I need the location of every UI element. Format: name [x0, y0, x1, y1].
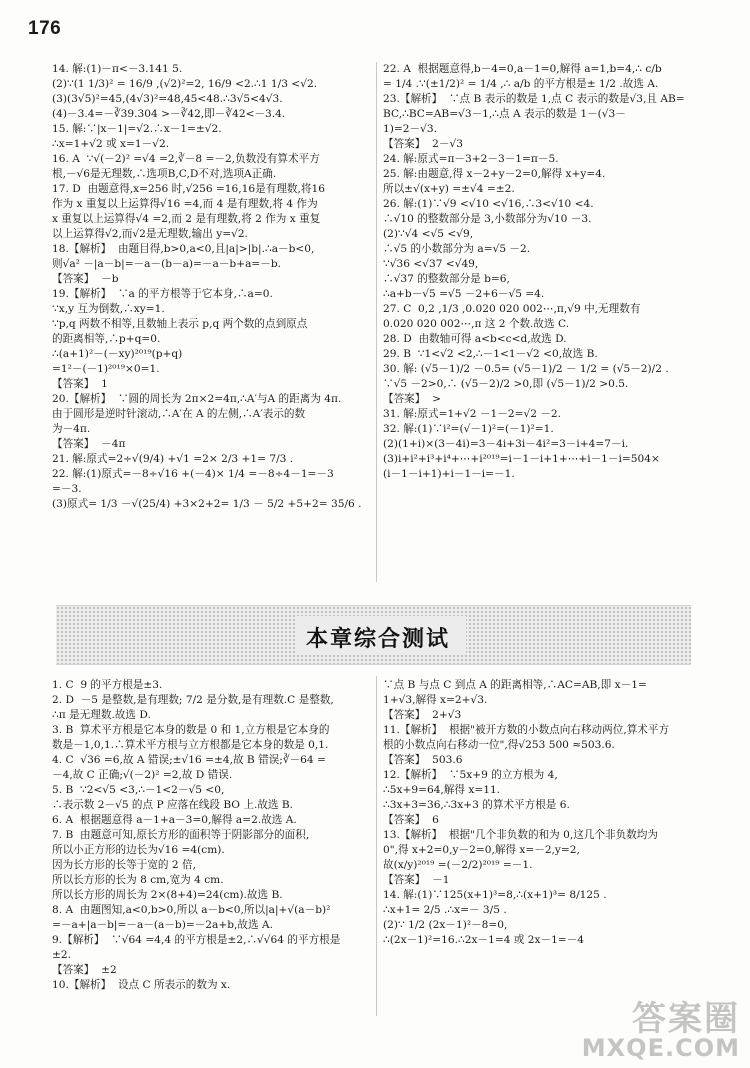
text-line: 27. C 0,2 ,1/3 ,0.020 020 002⋯,π,√9 中,无理数有 [383, 303, 641, 315]
text-line: 所以长方形的周长为 2×(8+4)=24(cm).故选 B. [52, 889, 283, 901]
text-line: ∴(a+1)²－(－xy)²⁰¹⁹(p+q) [52, 348, 183, 360]
text-line: 【答案】 ±2 [52, 964, 117, 976]
text-line: (3)原式= 1/3 －√(25/4) +3×2+2= 1/3 － 5/2 +5+2= 35/6 . [52, 498, 362, 510]
text-line: BC,∴BC=AB=√3－1,∴点 A 表示的数是 1－(√3－ [383, 108, 626, 120]
text-line: 【答案】 －b [52, 273, 119, 285]
text-line: 17. D 由题意得,x=256 时,√256 =16,16是有理数,将16 [52, 183, 325, 195]
text-line: 根,－√6是无理数,∴选项B,C,D不对,选项A正确. [52, 168, 277, 180]
text-line: ±2. [52, 949, 71, 961]
text-line: 则√a² －|a－b|=－a－(b－a)=－a－b+a=－b. [52, 258, 282, 270]
text-line: ∴表示数 2－√5 的点 P 应落在线段 BO 上.故选 B. [52, 799, 294, 811]
text-line: =－3. [52, 483, 82, 495]
text-line: 1+√3,解得 x=2+√3. [383, 694, 488, 706]
text-line: 22. A 根据题意得,b－4=0,a－1=0,解得 a=1,b=4,∴ c/b [383, 63, 662, 75]
text-line: 30. 解: (√5－1)/2 －0.5= (√5－1)/2 － 1/2 = (√5－2)/2 . [383, 363, 669, 375]
text-line: 7. B 由题意可知,原长方形的面积等于阴影部分的面积, [52, 829, 310, 841]
text-line: 22. 解:(1)原式=－8÷√16 +(－4)× 1/4 =－8÷4－1=－3 [52, 468, 334, 480]
text-line: (3)i+i²+i³+i⁴+⋯+i²⁰¹⁹=i－1－i+1+⋯+i－1－i=504× [383, 453, 660, 465]
text-line: 28. D 由数轴可得 a<b<c<d,故选 D. [383, 333, 567, 345]
text-line: 24. 解:原式=π－3+2－3－1=π－5. [383, 153, 559, 165]
text-line: 20.【解析】 ∵圆的周长为 2π×2=4π,∴A′与A 的距离为 4π. [52, 393, 342, 405]
text-line: 21. 解:原式=2÷√(9/4) +√1 =2× 2/3 +1= 7/3 . [52, 453, 294, 465]
text-line: 故(x/y)²⁰¹⁹ =(－2/2)²⁰¹⁹ =－1. [383, 859, 533, 871]
text-line: 18.【解析】 由题目得,b>0,a<0,且|a|>|b|.∴a－b<0, [52, 243, 315, 255]
text-line: 所以小正方形的边长为√16 =4(cm). [52, 844, 225, 856]
text-line: 29. B ∵1<√2 <2,∴－1<1－√2 <0,故选 B. [383, 348, 598, 360]
text-line: 【答案】 503.6 [383, 754, 463, 766]
text-line: 13.【解析】 根据"几个非负数的和为 0,这几个非负数均为 [383, 829, 658, 841]
watermark-url: MXQE.COM [581, 1034, 740, 1062]
text-line: 以上运算得√2,而√2是无理数,输出 y=√2. [52, 228, 248, 240]
text-line: 【答案】 －4π [52, 438, 126, 450]
left-bottom-column [52, 678, 370, 993]
text-line: ∵点 B 与点 C 到点 A 的距离相等,∴AC=AB,即 x－1= [383, 679, 647, 691]
text-line: ∴a+b－√5 =√5 －2+6－√5 =4. [383, 288, 545, 300]
text-line: ∵p,q 两数不相等,且数轴上表示 p,q 两个数的点到原点 [52, 318, 308, 330]
text-line: =－a+|a－b|=－a－(a－b)=－2a+b,故选 A. [52, 919, 273, 931]
text-line: 2. D －5 是整数,是有理数; 7/2 是分数,是有理数.C 是整数, [52, 694, 334, 706]
watermark-text: 答案圈 [632, 999, 740, 1039]
text-line: (2)∵ 1/2 (2x－1)²－8=0, [383, 919, 508, 931]
text-line: 5. B ∵2<√5 <3,∴－1<2－√5 <0, [52, 784, 225, 796]
text-line: 1)=2－√3. [383, 123, 437, 135]
text-line: 【答案】 > [383, 393, 441, 405]
text-line: 【答案】 1 [52, 378, 108, 390]
text-line: 所以长方形的长为 8 cm,宽为 4 cm. [52, 874, 224, 886]
text-line: ∴π 是无理数.故选 D. [52, 709, 151, 721]
text-line: 的距离相等,∴p+q=0. [52, 333, 161, 345]
text-line: 作为 x 重复以上运算得√16 =4,而 4 是有理数,将 4 作为 [52, 198, 318, 210]
text-line: 15. 解:∵|x－1|=√2.∴x－1=±√2. [52, 123, 222, 135]
column-divider [376, 676, 377, 1016]
text-line: (2)(1+i)×(3－4i)=3－4i+3i－4i²=3－i+4=7－i. [383, 438, 629, 450]
text-line: 31. 解:原式=1+√2 －1－2=√2 －2. [383, 408, 562, 420]
text-line: ∴√10 的整数部分是 3,小数部分为√10 －3. [383, 213, 592, 225]
text-line: 25. 解:由题意,得 x－2+y－2=0,解得 x+y=4. [383, 168, 606, 180]
text-line: (2)∵(1 1/3)² = 16/9 ,(√2)²=2, 16/9 <2.∴1 1/3 <√2. [52, 78, 318, 90]
text-line: 23.【解析】 ∵点 B 表示的数是 1,点 C 表示的数是√3,且 AB= [383, 93, 685, 105]
text-line: 4. C √36 =6,故 A 错误;±√16 =±4,故 B 错误;∛－64 = [52, 754, 326, 766]
text-line: = 1/4 .∵(±1/2)² = 1/4 ,∴ a/b 的平方根是± 1/2 .故选 A. [383, 78, 659, 90]
text-line: 1. C 9 的平方根是±3. [52, 679, 163, 691]
text-line: 12.【解析】 ∵5x+9 的立方根为 4, [383, 769, 558, 781]
text-line: 8. A 由题图知,a<0,b>0,所以 a－b<0,所以|a|+√(a－b)² [52, 904, 331, 916]
text-line: ∴5x+9=64,解得 x=11. [383, 784, 501, 796]
text-line: 14. 解:(1)∵125(x+1)³=8,∴(x+1)³= 8/125 . [383, 889, 607, 901]
text-line: 【答案】 2+√3 [383, 709, 462, 721]
text-line: 【答案】 2－√3 [383, 138, 463, 150]
right-top-column [383, 62, 728, 482]
page-number: 176 [28, 18, 62, 39]
text-line: 由于圆形是逆时针滚动,∴A′在 A 的左侧,∴A′表示的数 [52, 408, 306, 420]
text-line: 0.020 020 002⋯,π 这 2 个数.故选 C. [383, 318, 570, 330]
text-line: x 重复以上运算得√4 =2,而 2 是有理数,将 2 作为 x 重复 [52, 213, 321, 225]
left-top-column [52, 62, 370, 512]
section-header-band [56, 605, 691, 665]
watermark-logo [582, 991, 740, 1062]
text-line: 数是－1,0,1.∴算术平方根与立方根都是它本身的数是 0,1. [52, 739, 329, 751]
text-line: 0",得 x+2=0,y－2=0,解得 x=－2,y=2, [383, 844, 580, 856]
text-line: 19.【解析】 ∵a 的平方根等于它本身,∴a=0. [52, 288, 273, 300]
text-line: 14. 解:(1)－π<－3.141 5. [52, 63, 183, 75]
text-line: ∴√5 的小数部分为 a=√5 －2. [383, 243, 531, 255]
text-line: 【答案】 6 [383, 814, 439, 826]
text-line: 根的小数点向右移动一位",得√253 500 ≈503.6. [383, 739, 615, 751]
text-line: ∴3x+3=36,∴3x+3 的算术平方根是 6. [383, 799, 570, 811]
text-line: 16. A ∵√(－2)² =√4 =2,∛－8 =－2,负数没有算术平方 [52, 153, 320, 165]
text-line: 为－4π. [52, 423, 91, 435]
text-line: =1²－(－1)²⁰¹⁹×0=1. [52, 363, 160, 375]
section-title: 本章综合测试 [306, 627, 451, 652]
text-line: ∴x=1+√2 或 x=1－√2. [52, 138, 170, 150]
text-line: ∴(2x－1)²=16.∴2x－1=4 或 2x－1=－4 [383, 934, 585, 946]
text-line: 所以±√(x+y) =±√4 =±2. [383, 183, 515, 195]
text-line: ∴x+1= 2/5 .∴x=－ 3/5 . [383, 904, 507, 916]
text-line: 因为长方形的长等于宽的 2 倍, [52, 859, 196, 871]
text-line: 9.【解析】 ∵√64 =4,4 的平方根是±2,∴√√64 的平方根是 [52, 934, 341, 946]
right-bottom-column [383, 678, 728, 948]
column-divider [376, 62, 377, 582]
text-line: (2)∵√4 <√5 <√9, [383, 228, 474, 240]
text-line: (i－1－i+1)+i－1－i=－1. [383, 468, 515, 480]
text-line: ∴√37 的整数部分是 b=6, [383, 273, 510, 285]
text-line: 32. 解:(1)∵i²=(√－1)²=(－1)²=1. [383, 423, 554, 435]
text-line: (3)(3√5)²=45,(4√3)²=48,45<48.∴3√5<4√3. [52, 93, 283, 105]
text-line: 3. B 算术平方根是它本身的数是 0 和 1,立方根是它本身的 [52, 724, 330, 736]
text-line: －4,故 C 正确;√(－2)² =2,故 D 错误. [52, 769, 233, 781]
text-line: 【答案】 －1 [383, 874, 450, 886]
text-line: ∵x,y 互为倒数,∴xy=1. [52, 303, 165, 315]
text-line: 10.【解析】 设点 C 所表示的数为 x. [52, 979, 231, 991]
text-line: ∵√36 <√37 <√49, [383, 258, 479, 270]
text-line: ∵√5 －2>0,∴ (√5－2)/2 >0,即 (√5－1)/2 >0.5. [383, 378, 629, 390]
text-line: (4)－3.4=－∛39.304 >－∛42,即－∛42<－3.4. [52, 108, 286, 120]
text-line: 6. A 根据题意得 a－1+a－3=0,解得 a=2.故选 A. [52, 814, 297, 826]
text-line: 11.【解析】 根据"被开方数的小数点向右移动两位,算术平方 [383, 724, 670, 736]
text-line: 26. 解:(1)∵√9 <√10 <√16,∴3<√10 <4. [383, 198, 594, 210]
